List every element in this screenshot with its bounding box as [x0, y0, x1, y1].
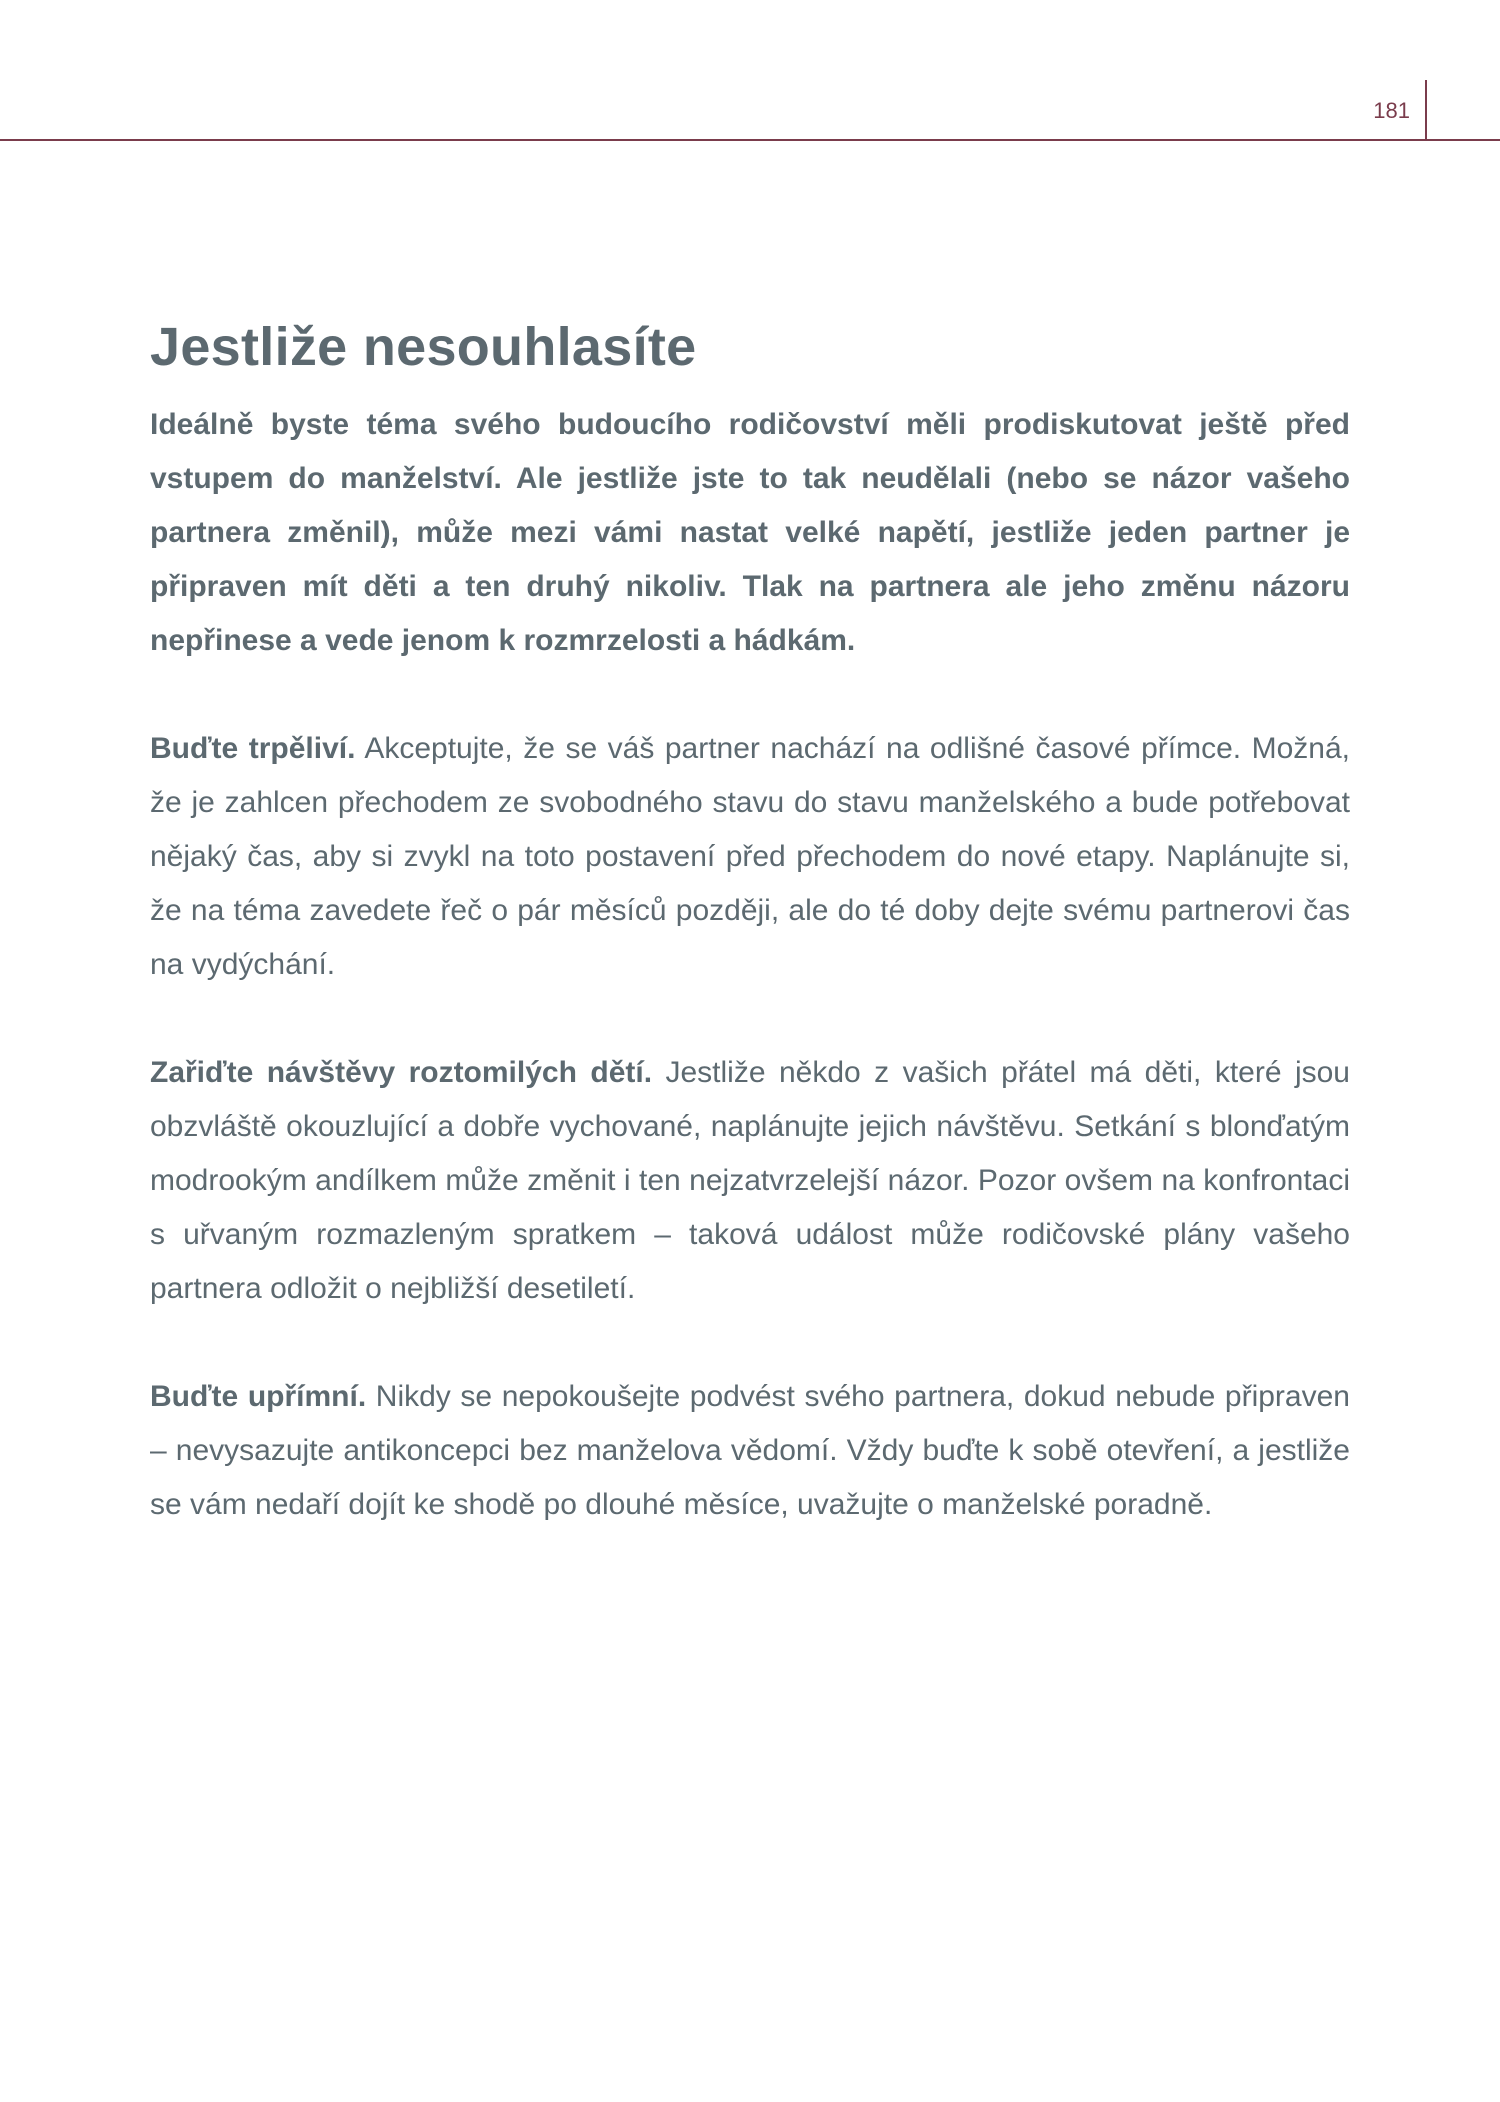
paragraph-text: Jestliže někdo z vašich přátel má děti, které jsou obzvláště okouzlující a dobře vychované, naplánujte jejich návštěvu. Setkání s blonďatým modrookým andílkem může změnit i ten nejzatvrzelejší názor. Pozor ovšem na konfrontaci s uřvaným rozmazleným spratkem – taková událost může rodičovské plány vašeho partnera odložit o nejbližší desetiletí. [150, 1056, 1350, 1305]
paragraph-text: Akceptujte, že se váš partner nachází na odlišné časové přímce. Možná, že je zahlcen přechodem ze svobodného stavu do stavu manželského a bude potřebovat nějaký čas, aby si zvykl na toto postavení před přechodem do nové etapy. Naplánujte si, že na téma zavedete řeč o pár měsíců později, ale do té doby dejte svému partnerovi čas na vydýchání. [150, 732, 1350, 981]
paragraph-lead: Buďte trpěliví. [150, 732, 356, 765]
paragraph-lead: Zařiďte návštěvy roztomilých dětí. [150, 1056, 653, 1089]
paragraph-be-patient [150, 722, 1350, 992]
header-tick [1425, 80, 1427, 141]
paragraph-lead: Buďte upřímní. [150, 1380, 367, 1413]
intro-paragraph: Ideálně byste téma svého budoucího rodičovství měli prodiskutovat ještě před vstupem do manželství. Ale jestliže jste to tak neudělali (nebo se názor vašeho partnera změnil), může mezi vámi nastat velké napětí, jestliže jeden partner je připraven mít děti a ten druhý nikoliv. Tlak na partnera ale jeho změnu názoru nepřinese a vede jenom k rozmrzelosti a hádkám. [150, 408, 1350, 657]
header-rule [0, 139, 1500, 141]
page-title: Jestliže nesouhlasíte [150, 317, 697, 377]
paragraph-be-honest [150, 1370, 1350, 1532]
paragraph-arrange-visits [150, 1046, 1350, 1316]
page-content [150, 312, 1350, 1532]
paragraph-text: Nikdy se nepokoušejte podvést svého partnera, dokud nebude připraven – nevysazujte antikoncepci bez manželova vědomí. Vždy buďte k sobě otevření, a jestliže se vám nedaří dojít ke shodě po dlouhé měsíce, uvažujte o manželské poradně. [150, 1380, 1350, 1521]
page-number: 181 [1373, 98, 1410, 123]
